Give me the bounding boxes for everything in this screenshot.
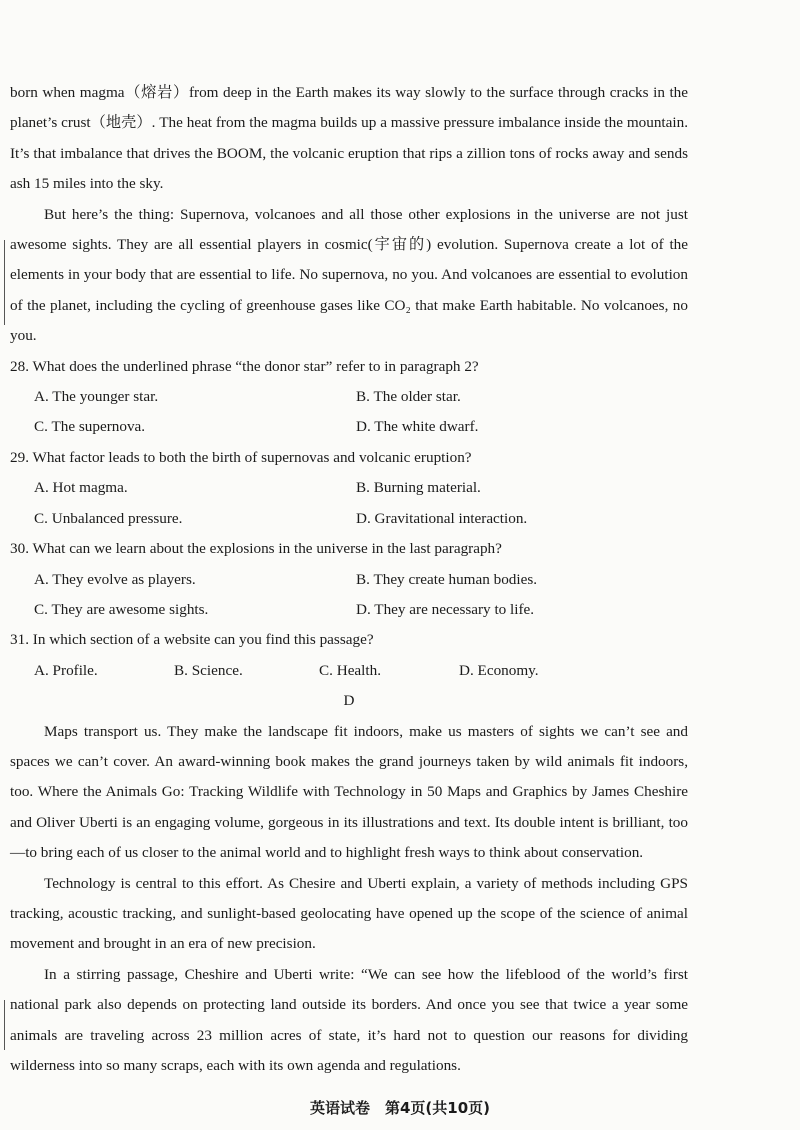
exam-page <box>10 78 688 1081</box>
answer-options <box>10 382 688 443</box>
option-a: A. They evolve as players. <box>34 570 196 588</box>
passage-c-paragraph: But here’s the thing: Supernova, volcanoes and all those other explosions in the universe are not just awesome sights. They are all essential players in cosmic(宇宙的) evolution. Supernova create a lot of the elements in your body that are essential to life. No supernova, no you. And volcanoes are essential to evolution of the planet, including the cycling of greenhouse gases like CO₂ that make Earth habitable. No volcanoes, no you. <box>10 205 688 345</box>
question-stem: 28. What does the underlined phrase “the donor star” refer to in paragraph 2? <box>10 357 479 375</box>
option-b: B. They create human bodies. <box>356 570 538 588</box>
page-footer: 英语试卷 第4页(共10页) <box>309 1099 491 1117</box>
passage-d-paragraph: In a stirring passage, Cheshire and Uberti write: “We can see how the lifeblood of the world’s first national park also depends on protecting land outside its borders. And once you see that twice a year some animals are traveling across 23 million acres of state, it’s hard not to question our reasons for dividing wilderness into so many scraps, each with its own agenda and regulations. <box>10 965 688 1074</box>
question-31 <box>10 625 688 686</box>
passage-d-paragraph: Technology is central to this effort. As Chesire and Uberti explain, a variety of methods including GPS tracking, acoustic tracking, and sunlight-based geolocating have opened up the scope of the science of animal movement and brought in an era of new precision. <box>10 874 688 953</box>
section-heading: D <box>343 692 355 710</box>
answer-options <box>10 656 688 686</box>
question-stem: 30. What can we learn about the explosions in the universe in the last paragraph? <box>10 540 502 558</box>
option-b: B. Burning material. <box>356 479 481 497</box>
option-d: D. Gravitational interaction. <box>356 509 528 527</box>
question-29 <box>10 443 688 534</box>
answer-options <box>10 473 688 534</box>
option-a: A. Profile. <box>34 661 98 679</box>
question-30 <box>10 534 688 625</box>
option-d: D. They are necessary to life. <box>356 600 535 618</box>
answer-options <box>10 565 688 626</box>
passage-c-paragraph: born when magma（熔岩）from deep in the Earth makes its way slowly to the surface through cracks in the planet’s crust（地壳）. The heat from the magma builds up a massive pressure imbalance inside the mountain. It’s that imbalance that drives the BOOM, the volcanic eruption that rips a zillion tons of rocks away and sends ash 15 miles into the sky. <box>10 84 688 193</box>
question-stem: 31. In which section of a website can you find this passage? <box>10 631 374 649</box>
option-a: A. The younger star. <box>34 388 159 406</box>
option-c: C. Health. <box>319 661 382 679</box>
option-c: C. Unbalanced pressure. <box>34 509 183 527</box>
scan-edge-line <box>4 240 5 325</box>
option-a: A. Hot magma. <box>34 479 128 497</box>
passage-d-paragraph: Maps transport us. They make the landscape fit indoors, make us masters of sights we can’t see and spaces we can’t cover. An award-winning book makes the grand journeys taken by wild animals fit indoors, too. Where the Animals Go: Tracking Wildlife with Technology in 50 Maps and Graphics by James Cheshire and Oliver Uberti is an engaging volume, gorgeous in its illustrations and text. Its double intent is brilliant, too—to bring each of us closer to the animal world and to highlight fresh ways to think about conservation. <box>10 722 688 862</box>
option-b: B. The older star. <box>356 388 461 406</box>
question-28 <box>10 352 688 443</box>
option-d: D. Economy. <box>459 661 539 679</box>
question-stem: 29. What factor leads to both the birth of supernovas and volcanic eruption? <box>10 448 472 466</box>
option-c: C. The supernova. <box>34 418 146 436</box>
option-c: C. They are awesome sights. <box>34 600 209 618</box>
option-d: D. The white dwarf. <box>356 418 479 436</box>
scan-edge-line <box>4 1000 5 1050</box>
option-b: B. Science. <box>174 661 243 679</box>
